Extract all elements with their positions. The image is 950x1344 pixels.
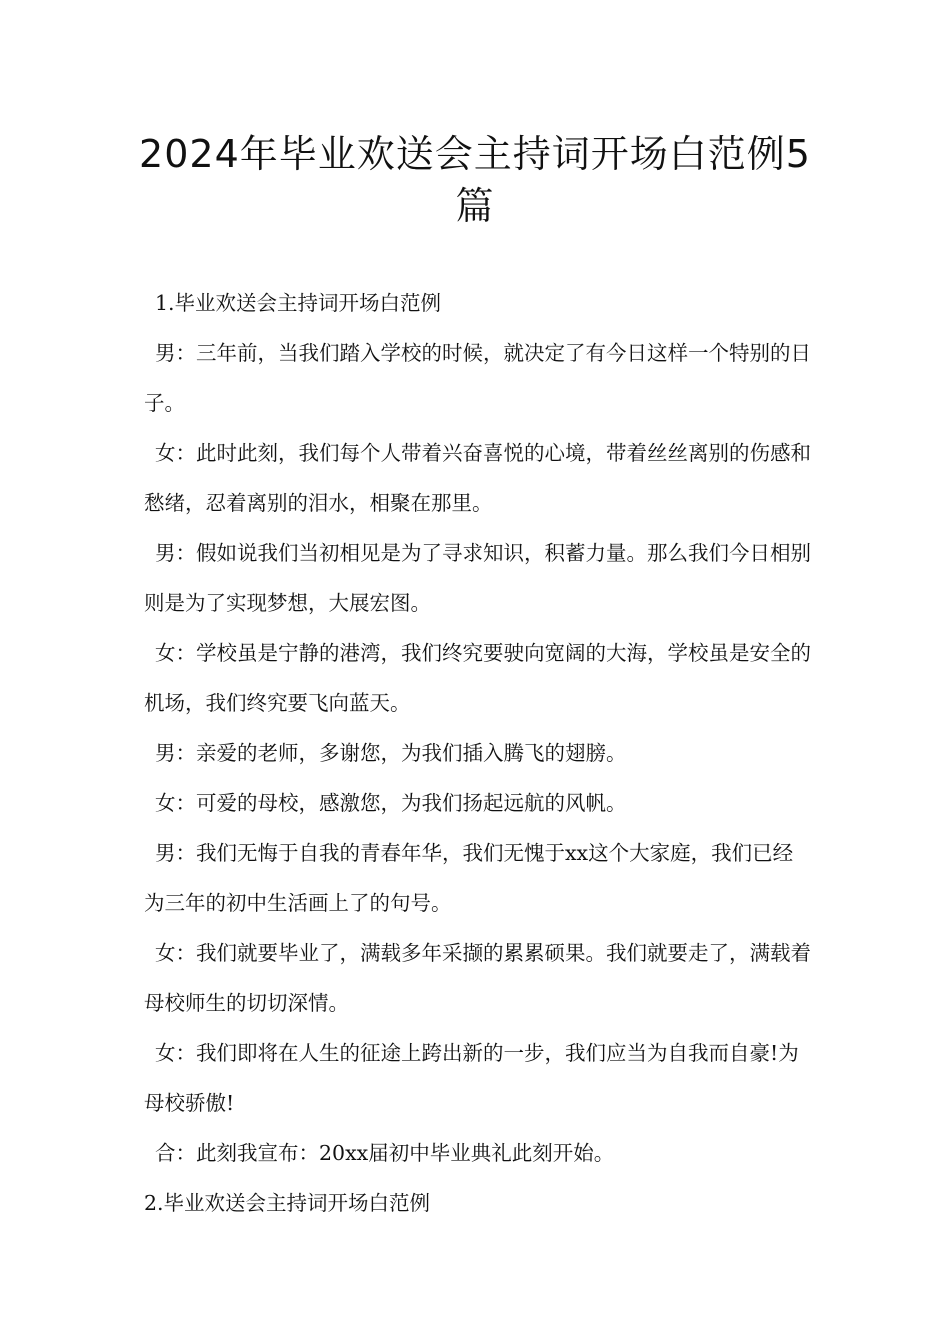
paragraph: 女：我们就要毕业了，满载多年采撷的累累硕果。我们就要走了，满载着母校师生的切切深情。 — [144, 941, 811, 1015]
document-body — [144, 278, 812, 1228]
document-title: 2024年毕业欢送会主持词开场白范例5篇 — [139, 132, 811, 228]
paragraph: 男：我们无悔于自我的青春年华，我们无愧于xx这个大家庭，我们已经为三年的初中生活画上了的句号。 — [144, 841, 794, 915]
paragraph: 女：我们即将在人生的征途上跨出新的一步，我们应当为自我而自豪!为母校骄傲! — [144, 1041, 799, 1115]
section-heading: 2.毕业欢送会主持词开场白范例 — [144, 1191, 431, 1215]
paragraph: 女：可爱的母校，感激您，为我们扬起远航的风帆。 — [155, 791, 627, 815]
paragraph: 女：学校虽是宁静的港湾，我们终究要驶向宽阔的大海，学校虽是安全的机场，我们终究要飞向蓝天。 — [144, 641, 811, 715]
paragraph: 男：三年前，当我们踏入学校的时候，就决定了有今日这样一个特别的日子。 — [144, 341, 811, 415]
paragraph: 男：亲爱的老师，多谢您，为我们插入腾飞的翅膀。 — [155, 741, 627, 765]
section-heading: 1.毕业欢送会主持词开场白范例 — [155, 291, 442, 315]
paragraph: 男：假如说我们当初相见是为了寻求知识，积蓄力量。那么我们今日相别则是为了实现梦想，大展宏图。 — [144, 541, 811, 615]
paragraph: 女：此时此刻，我们每个人带着兴奋喜悦的心境，带着丝丝离别的伤感和愁绪，忍着离别的泪水，相聚在那里。 — [144, 441, 811, 515]
paragraph: 合：此刻我宣布：20xx届初中毕业典礼此刻开始。 — [155, 1141, 615, 1165]
